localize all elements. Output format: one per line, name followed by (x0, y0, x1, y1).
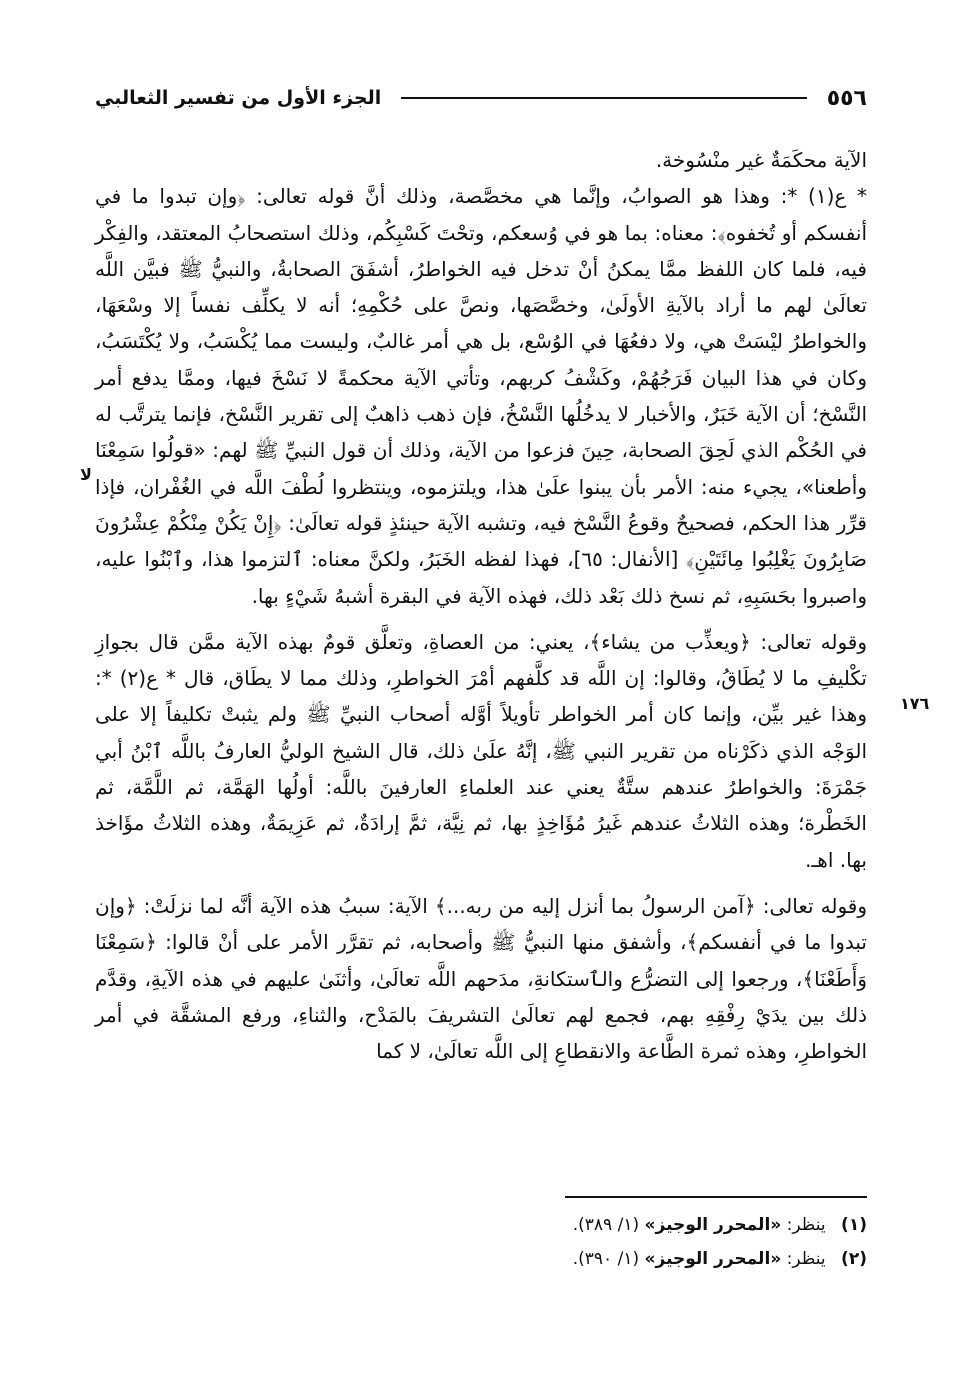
page-number: ٥٥٦ (826, 85, 867, 111)
footnote-rule (565, 1196, 867, 1198)
footnote-label: (١) (841, 1215, 867, 1235)
running-title: الجزء الأول من تفسير الثعالبي (95, 87, 382, 109)
margin-page-marker: ١٧٦ (900, 694, 930, 713)
page-header (95, 78, 867, 118)
footnote-item (95, 1208, 867, 1242)
footnote-source: «المحرر الوجيز» (644, 1249, 782, 1269)
footnote-source: «المحرر الوجيز» (644, 1215, 782, 1235)
paragraph: وقوله تعالى: ﴿ويعذِّب من يشاء﴾، يعني: من العصاةِ، وتعلَّق قومٌ بهذه الآية ممَّن قال بجوازِ تكْليفِ ما لا يُطَاقُ، وقالوا: إن اللَّه قد كلَّفهم أمْرَ الخواطرِ، وذلك مما لا يطَاق، قال * ع(٢) *: وهذا غير بيِّن، وإنما كان أمر الخواطر تأويلاً أوَّله أصحاب النبيِّ ﷺ ولم يثبتْ تكليفاً إلا على الوَجْه الذي ذكَرْناه من تقرير النبي ﷺ، إنَّهُ علَىٰ ذلك، قال الشيخ الوليُّ العارفُ باللَّه ٱبْنُ أبي جَمْرَةَ: والخواطرُ عندهم ستَّةٌ يعني عند العلماءِ العارفينَ باللَّه: أولُها الهَمَّة، ثم اللَّمَّة، ثم الخَطْرة؛ وهذه الثلاثُ عندهم غَيرُ مُؤَاخِذٍ بها، ثم نِيَّة، ثمَّ إرادَةٌ، ثم عَزِيمَةٌ، وهذه الثلاثُ مؤَاخذ بها. اهـ. (95, 629, 867, 872)
footnote-ref: (١/ ٣٨٩). (572, 1215, 640, 1235)
footnote-prefix: ينظر: (786, 1249, 826, 1269)
footnote-label: (٢) (841, 1249, 867, 1269)
footnote-item (95, 1242, 867, 1276)
footnote-ref: (١/ ٣٩٠). (572, 1249, 640, 1269)
header-rule (401, 97, 806, 99)
footnote-prefix: ينظر: (786, 1215, 826, 1235)
footnotes (95, 1208, 867, 1276)
main-text (95, 142, 867, 1069)
paragraph: وقوله تعالى: ﴿آمن الرسولُ بما أنزل إليه من ربه...﴾ الآية: سببُ هذه الآية أنَّه لما نزلَتْ: ﴿وإن تبدوا ما في أنفسكم﴾، وأشفق منها النبيُّ ﷺ وأصحابه، ثم تقرَّر الأمر على أنْ قالوا: ﴿سَمِعْنَا وَأَطَعْنَا﴾، ورجعوا إلى التضرُّع والٱستكانةِ، مدَحهم اللَّه تعالَىٰ، وأثنَىٰ عليهم في هذه الآيةِ، وقدَّم ذلك بين يدَيْ رِفْقِهِ بهم، فجمع لهم تعالَىٰ التشريفَ بالمَدْح، والثناءِ، ورفع المشقَّة في أمر الخواطرِ، وهذه ثمرة الطَّاعة والانقطاعِ إلى اللَّه تعالَىٰ، لا كما (95, 893, 867, 1064)
margin-left-mark: لا (80, 465, 92, 484)
paragraph: الآية محكَمَةٌ غير منْسُوخة. * ع(١) *: وهذا هو الصوابُ، وإنَّما هي مخصَّصة، وذلك أنَّ قوله تعالى: ﴿وإن تبدوا ما في أنفسكم أو تُخفوه﴾: معناه: بما هو في وُسعكم، وتحْتَ كَسْبِكُم، وذلك استصحابُ المعتقد، والفِكْر فيه، فلما كان اللفظ ممَّا يمكنُ أنْ تدخل فيه الخواطرُ، أشفَقَ الصحابةُ، والنبيُّ ﷺ فبيَّن اللَّه تعالَىٰ لهم ما أراد بالآيةِ الأولَىٰ، وخصَّصَها، ونصَّ على حُكْمِهِ؛ أنه لا يكلِّف نفساً إلا وسْعَهَا، والخواطرُ ليْسَتْ هي، ولا دفعُهَا في الوُسْع، بل هي أمر غالبٌ، وليست مما يُكْسَبُ، ولا يُكْتَسَبُ، وكان في هذا البيان فَرَجُهُمْ، وكَشْفُ كربهم، وتأتي الآية محكمةً لا نَسْخَ فيها، وممَّا يدفع أمر النَّسْخ؛ أن الآية خَبَرٌ، والأخبار لا يدخُلُها النَّسْخُ، فإن ذهب ذاهبٌ إلى تقرير النَّسْخ، فإنما يترتَّب له في الحُكْم الذي لَحِقَ الصحابة، حِينَ فزعوا من الآية، وذلك أن قول النبيِّ ﷺ لهم: «قولُوا سَمِعْنَا وأطعنا»، يجيء منه: الأمر بأن يبنوا علَىٰ هذا، ويلتزموه، وينتظروا لُطْفَ اللَّه في الغُفْران، فإذا قرِّر هذا الحكم، فصحيحٌ وقوعُ النَّسْخ فيه، وتشبه الآية حينئذٍ قوله تعالَىٰ: ﴿إِنْ يَكُنْ مِنْكُمْ عِشْرُونَ صَابِرُونَ يَغْلِبُوا مِائَتَيْنِ﴾ [الأنفال: ٦٥]، فهذا لفظه الخَبَرُ، ولكنَّ معناه: ٱلتزموا هذا، وٱبْنُوا عليه، واصبروا بحَسَبِهِ، ثم نسخ ذلك بَعْد ذلك، فهذه الآية في البقرة أشبهُ شَيْءٍ بها. (95, 148, 868, 608)
